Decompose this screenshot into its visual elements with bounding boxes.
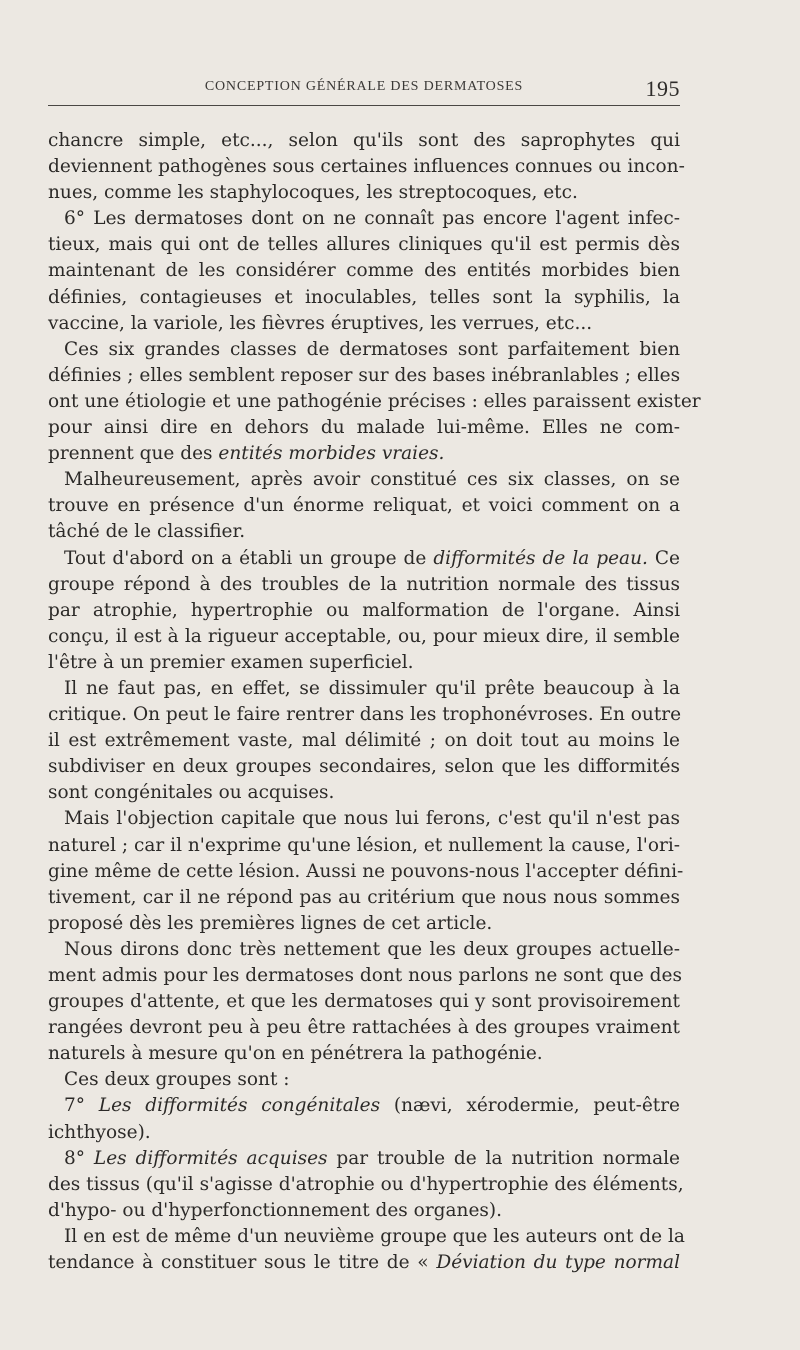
text-line	[48, 1093, 680, 1119]
text-line	[48, 1146, 680, 1172]
text-line: Il en est de même d'un neuvième groupe que les auteurs ont de la	[64, 1225, 685, 1247]
text-line: tivement, car il ne répond pas au critérium que nous nous sommes	[48, 886, 680, 908]
text-line: nues, comme les staphylocoques, les streptocoques, etc.	[48, 182, 578, 204]
text-line: gine même de cette lésion. Aussi ne pouvons-nous l'accepter défini-	[48, 860, 684, 882]
line-segment: 7°	[64, 1095, 86, 1117]
text-line: des tissus (qu'il s'agisse d'atrophie ou d'hypertrophie des éléments,	[48, 1173, 684, 1195]
text-line: il est extrêmement vaste, mal délimité ; on doit tout au moins le	[48, 730, 680, 752]
text-line: tâché de le classifier.	[48, 521, 246, 543]
text-line	[48, 546, 680, 572]
text-line: ment admis pour les dermatoses dont nous parlons ne sont que des	[48, 965, 682, 986]
running-title: CONCEPTION GÉNÉRALE DES DERMATOSES	[204, 79, 524, 94]
header-rule	[48, 105, 680, 106]
line-segment: par trouble de la nutrition normale	[336, 1147, 680, 1169]
text-line	[48, 1250, 680, 1276]
text-line: groupes d'attente, et que les dermatoses qui y sont provisoirement	[48, 991, 680, 1013]
text-line: deviennent pathogènes sous certaines influences connues ou incon-	[48, 156, 685, 178]
emphasis-text: Les difformités congénitales	[98, 1095, 381, 1117]
text-line: par atrophie, hypertrophie ou malformation de l'organe. Ainsi	[48, 599, 680, 621]
text-line: naturels à mesure qu'on en pénétrera la pathogénie.	[48, 1043, 543, 1065]
running-head	[48, 76, 680, 100]
text-line: Il ne faut pas, en effet, se dissimuler qu'il prête beaucoup à la	[64, 677, 680, 699]
text-line: chancre simple, etc..., selon qu'ils sont des saprophytes qui	[48, 130, 680, 151]
text-line: Mais l'objection capitale que nous lui ferons, c'est qu'il n'est pas	[64, 808, 680, 830]
text-line: trouve en présence d'un énorme reliquat, et voici comment on a	[48, 495, 680, 517]
text-line: critique. On peut le faire rentrer dans les trophonévroses. En outre	[48, 704, 682, 726]
text-line: groupe répond à des troubles de la nutrition normale des tissus	[48, 573, 680, 595]
text-line: Ces deux groupes sont :	[64, 1069, 290, 1091]
text-line: naturel ; car il n'exprime qu'une lésion, et nullement la cause, l'ori-	[48, 834, 680, 856]
text-line: pour ainsi dire en dehors du malade lui-même. Elles ne com-	[48, 417, 680, 439]
emphasis-text: entités morbides vraies.	[218, 443, 445, 465]
body-text	[48, 128, 701, 1276]
text-line: conçu, il est à la rigueur acceptable, ou, pour mieux dire, il semble	[48, 625, 680, 647]
text-line: définies ; elles semblent reposer sur des bases inébranlables ; elles	[48, 364, 681, 386]
text-line: rangées devront peu à peu être rattachées à des groupes vraiment	[48, 1017, 680, 1039]
text-line: Nous dirons donc très nettement que les deux groupes actuelle-	[64, 938, 680, 960]
line-segment: (nævi, xérodermie, peut-être	[393, 1095, 680, 1117]
emphasis-text: Les difformités acquises	[93, 1147, 328, 1169]
text-line: l'être à un premier examen superficiel.	[48, 651, 414, 673]
text-line: ichthyose).	[48, 1121, 151, 1143]
text-line: maintenant de les considérer comme des entités morbides bien	[48, 260, 680, 282]
text-line: ont une étiologie et une pathogénie précises : elles paraissent exister	[48, 390, 701, 412]
text-line: tieux, mais qui ont de telles allures cliniques qu'il est permis dès	[48, 234, 680, 256]
line-segment: prennent que des	[48, 443, 213, 465]
line-segment: 8°	[64, 1147, 86, 1169]
text-line: subdiviser en deux groupes secondaires, selon que les difformités	[48, 756, 680, 778]
line-segment: Ce	[654, 547, 680, 569]
text-line: 6° Les dermatoses dont on ne connaît pas encore l'agent infec-	[64, 208, 680, 230]
text-line	[48, 441, 680, 467]
line-segment: Tout d'abord on a établi un groupe de	[64, 547, 427, 569]
text-line: sont congénitales ou acquises.	[48, 782, 335, 804]
text-line: définies, contagieuses et inoculables, telles sont la syphilis, la	[48, 286, 680, 308]
text-line: Ces six grandes classes de dermatoses sont parfaitement bien	[64, 338, 680, 360]
page-number: 195	[645, 76, 680, 101]
text-line: d'hypo- ou d'hyperfonctionnement des organes).	[48, 1199, 502, 1221]
text-line: vaccine, la variole, les fièvres éruptives, les verrues, etc...	[48, 312, 593, 334]
emphasis-text: Déviation du type normal	[436, 1252, 680, 1274]
emphasis-text: difformités de la peau.	[433, 547, 648, 569]
text-line: Malheureusement, après avoir constitué ces six classes, on se	[64, 469, 680, 491]
text-line: proposé dès les premières lignes de cet article.	[48, 912, 493, 934]
line-segment: tendance à constituer sous le titre de «	[48, 1252, 429, 1274]
